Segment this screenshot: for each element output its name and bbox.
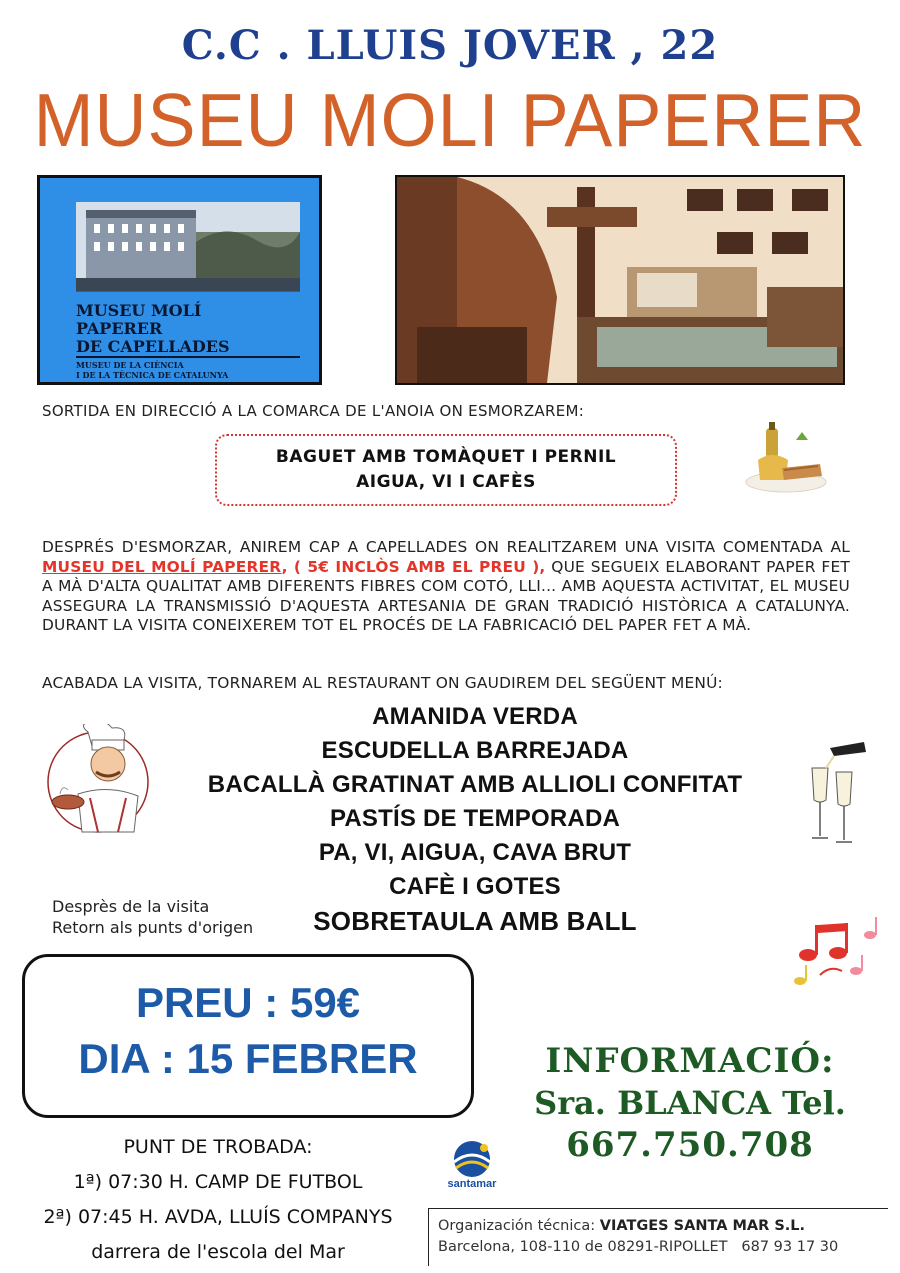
date-text: DIA : 15 FEBRER <box>78 1035 418 1082</box>
organization-info <box>428 1208 888 1266</box>
return-info <box>52 896 253 938</box>
menu-item: ESCUDELLA BARREJADA <box>321 737 629 764</box>
museum-logo-image <box>37 175 322 385</box>
contact-phone: 667.750.708 <box>566 1125 814 1165</box>
meeting-points <box>18 1130 418 1270</box>
menu-item: SOBRETAULA AMB BALL <box>313 906 637 936</box>
meeting-point-2: 2ª) 07:45 H. AVDA, LLUÍS COMPANYS <box>43 1206 393 1228</box>
description-part-1: DESPRÉS D'ESMORZAR, ANIREM CAP A CAPELLADES ON REALITZAREM UNA VISITA COMENTADA AL <box>42 538 850 556</box>
menu-item: CAFÈ I GOTES <box>389 873 561 900</box>
logo-line-2: PAPERER <box>76 319 163 338</box>
event-address: C.C . LLUIS JOVER , 22 <box>181 22 719 69</box>
info-title: INFORMACIÓ: <box>545 1041 835 1081</box>
menu-item: PASTÍS DE TEMPORADA <box>329 805 621 832</box>
price-text: PREU : 59€ <box>135 979 361 1026</box>
organization-label: Organización técnica: <box>438 1218 600 1234</box>
menu-item: PA, VI, AIGUA, CAVA BRUT <box>318 839 632 866</box>
contact-info <box>490 1040 890 1166</box>
menu-item: BACALLÀ GRATINAT AMB ALLIOLI CONFITAT <box>207 771 743 798</box>
organization-phone: 687 93 17 30 <box>741 1239 839 1255</box>
return-info-line-2: Retorn als punts d'origen <box>52 918 254 937</box>
visit-description <box>42 538 850 636</box>
menu-intro-text: ACABADA LA VISITA, TORNAREM AL RESTAURANT ON GAUDIREM DEL SEGÜENT MENÚ: <box>42 674 723 692</box>
meeting-point-2-detail: darrera de l'escola del Mar <box>91 1241 345 1263</box>
mill-building-photo <box>76 202 300 292</box>
contact-name: Sra. BLANCA Tel. <box>534 1084 846 1122</box>
logo-divider <box>76 356 300 358</box>
intro-text: SORTIDA EN DIRECCIÓ A LA COMARCA DE L'ANOIA ON ESMORZAREM: <box>42 402 585 420</box>
agency-logo <box>440 1138 504 1196</box>
agency-logo-text: santamar <box>447 1178 497 1190</box>
breakfast-illustration-icon <box>738 420 828 500</box>
breakfast-line-1: BAGUET AMB TOMÀQUET I PERNIL <box>275 447 617 467</box>
museum-highlight: MUSEU DEL MOLÍ PAPERER <box>42 557 282 576</box>
logo-line-5: I DE LA TÈCNICA DE CATALUNYA <box>76 370 229 380</box>
meeting-title: PUNT DE TROBADA: <box>123 1136 313 1158</box>
organization-name: VIATGES SANTA MAR S.L. <box>599 1218 806 1234</box>
page-title: MUSEU MOLI PAPERER <box>33 79 867 163</box>
breakfast-box <box>215 434 677 506</box>
description-part-2: QUE SEGUEIX ELABORANT PAPER FET A MÀ D'ALTA QUALITAT AMB DIFERENTS FIBRES COM COTÓ, LLI... AMB AQUESTA ACTIVITAT, EL MUSEU ASSEGURA LA TRANSMISSIÓ D'AQUESTA ARTESANIA DE GRAN TRADICIÓ HISTÒRICA A CATALUNYA. DURANT LA VISITA CONEIXEREM TOT EL PROCÉS DE LA FABRICACIÓ DEL PAPER FET A MÀ. <box>42 557 850 634</box>
mill-interior-photo <box>395 175 845 385</box>
music-notes-icon <box>790 915 890 990</box>
meeting-point-1: 1ª) 07:30 H. CAMP DE FUTBOL <box>73 1171 363 1193</box>
organization-address: Barcelona, 108-110 de 08291-RIPOLLET <box>438 1239 728 1255</box>
breakfast-line-2: AIGUA, VI I CAFÈS <box>356 472 536 492</box>
logo-line-4: MUSEU DE LA CIÈNCIA <box>76 360 184 370</box>
menu-item: AMANIDA VERDA <box>372 703 578 730</box>
return-info-line-1: Desprès de la visita <box>52 897 210 916</box>
cava-glasses-icon <box>800 740 870 850</box>
logo-line-1: MUSEU MOLÍ <box>76 301 202 320</box>
logo-line-3: DE CAPELLADES <box>76 337 230 356</box>
price-date-box <box>22 954 474 1118</box>
price-included-highlight: , ( 5€ INCLÒS AMB EL PREU ), <box>281 557 546 576</box>
